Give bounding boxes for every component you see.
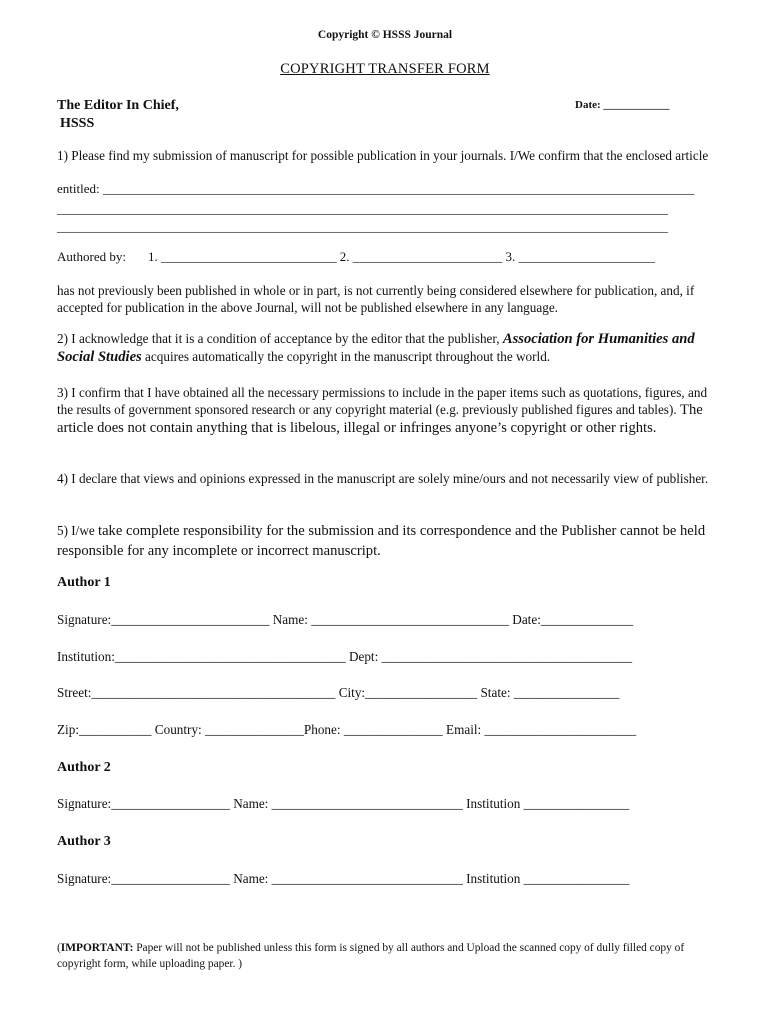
section-2-pre: 2) I acknowledge that it is a condition of acceptance by the editor that the publisher, bbox=[57, 331, 503, 346]
article-title-field[interactable]: entitled: ___________________________________________________________________________________________ bbox=[57, 181, 695, 196]
important-note bbox=[57, 940, 727, 972]
section-3-big: The article does not contain anything that is libelous, illegal or infringes anyone’s copyright or other rights. bbox=[57, 402, 703, 436]
section-2-text bbox=[57, 330, 719, 366]
author-1-signature-row[interactable]: Signature:________________________ Name: ______________________________ Date:______________ bbox=[57, 612, 634, 627]
author-2-heading: Author 2 bbox=[57, 760, 111, 775]
author-1-contact-row[interactable]: Zip:___________ Country: _______________Phone: _______________ Email: _______________________ bbox=[57, 722, 637, 737]
article-title-line-2[interactable]: ______________________________________________________________________________________________ bbox=[57, 201, 668, 216]
addressee-line-1: The Editor In Chief, bbox=[57, 98, 179, 113]
article-title-line-3[interactable]: ______________________________________________________________________________________________ bbox=[57, 219, 668, 234]
author-1-address-row[interactable]: Street:_____________________________________ City:_________________ State: ________________ bbox=[57, 685, 620, 700]
section-3-main: 3) I confirm that I have obtained all the necessary permissions to include in the paper items such as quotations, figures, and the results of government sponsored research or any copyright material (e.g. previously published figures and tables). bbox=[57, 385, 708, 417]
copyright-notice: Copyright © HSSS Journal bbox=[317, 29, 453, 41]
author-1-institution-row[interactable]: Institution:___________________________________ Dept: ______________________________________ bbox=[57, 649, 633, 664]
important-text: Paper will not be published unless this form is signed by all authors and Upload the scanned copy of dully filled copy of copyright form, while uploading paper. ) bbox=[57, 942, 685, 970]
form-title: COPYRIGHT TRANSFER FORM bbox=[280, 61, 490, 77]
important-open: ( bbox=[57, 942, 61, 954]
addressee bbox=[57, 97, 179, 133]
section-5-text bbox=[57, 521, 719, 561]
section-5-pre: 5) I/we bbox=[57, 523, 99, 538]
date-field[interactable]: Date: ____________ bbox=[575, 99, 670, 111]
author-2-signature-row[interactable]: Signature:__________________ Name: _____________________________ Institution ________________ bbox=[57, 796, 630, 811]
author-3-signature-row[interactable]: Signature:__________________ Name: _____________________________ Institution ________________ bbox=[57, 871, 630, 886]
section-4-text: 4) I declare that views and opinions expressed in the manuscript are solely mine/ours and not necessarily view of publisher. bbox=[57, 471, 709, 486]
important-label: IMPORTANT: bbox=[60, 942, 134, 954]
section-1-note: has not previously been published in whole or in part, is not currently being considered elsewhere for publication, and, if accepted for publication in the above Journal, will not be published elsewhere in any language. bbox=[57, 283, 695, 315]
author-1-heading: Author 1 bbox=[57, 575, 111, 590]
section-1-text: 1) Please find my submission of manuscript for possible publication in your journals. I/We confirm that the enclosed article bbox=[57, 148, 709, 163]
publisher-name: Association for Humanities and Social Studies bbox=[57, 331, 695, 365]
author-3-heading: Author 3 bbox=[57, 834, 111, 849]
addressee-line-2: HSSS bbox=[60, 116, 95, 131]
authored-by-fields[interactable]: 1. ___________________________ 2. _______________________ 3. _____________________ bbox=[148, 249, 655, 264]
section-3-text bbox=[57, 384, 719, 437]
section-5-big: take complete responsibility for the submission and its correspondence and the Publisher cannot be held responsible for any incomplete or incorrect manuscript. bbox=[57, 523, 706, 559]
authored-by-label: Authored by: bbox=[57, 249, 126, 264]
section-2-post: acquires automatically the copyright in the manuscript throughout the world. bbox=[141, 349, 551, 364]
